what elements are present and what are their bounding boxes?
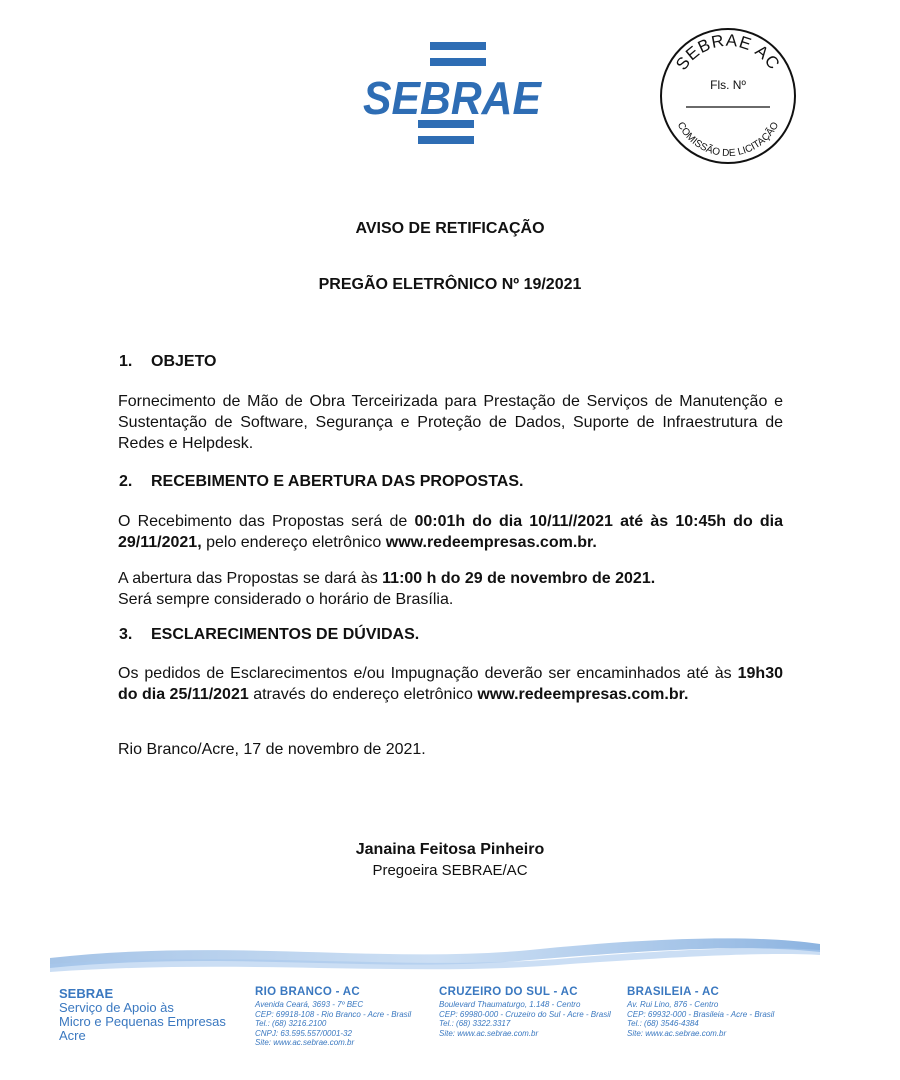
section-heading-text: RECEBIMENTO E ABERTURA DAS PROPOSTAS. xyxy=(151,473,524,490)
section-number: 3. xyxy=(119,626,133,643)
footer-org-title: SEBRAE xyxy=(59,986,114,1001)
section-heading xyxy=(119,626,419,644)
stamp-center-text: Fls. Nº xyxy=(710,78,746,92)
commission-stamp xyxy=(658,26,798,166)
office-address: Boulevard Thaumaturgo, 1.148 - Centro xyxy=(439,1000,581,1009)
footer-org-line: Acre xyxy=(59,1028,86,1043)
office-cep: CEP: 69932-000 - Brasileia - Acre - Brasil xyxy=(627,1009,775,1019)
footer-org-line: Serviço de Apoio às xyxy=(59,1000,174,1015)
website-link-text: www.redeempresas.com.br. xyxy=(477,686,689,703)
body-text: pelo endereço eletrônico xyxy=(201,534,386,551)
office-phone: Tel.: (68) 3546-4384 xyxy=(627,1019,699,1029)
office-title: CRUZEIRO DO SUL - AC xyxy=(439,986,578,998)
office-site: Site: www.ac.sebrae.com.br xyxy=(439,1028,539,1038)
body-bold-text: 11:00 h do 29 de novembro de 2021. xyxy=(382,570,656,587)
signatory-name: Janaina Feitosa Pinheiro xyxy=(355,841,545,858)
office-address: Avenida Ceará, 3693 - 7º BEC xyxy=(255,1000,364,1009)
office-phone: Tel.: (68) 3322.3317 xyxy=(439,1019,511,1029)
footer-wave-decoration xyxy=(50,928,820,978)
footer-office-brasileia xyxy=(627,986,774,1038)
svg-text:COMISSÃO DE LICITAÇÃO xyxy=(675,120,782,159)
page-title: AVISO DE RETIFICAÇÃO xyxy=(355,220,545,237)
office-phone: Tel.: (68) 3216.2100 xyxy=(255,1019,327,1029)
section-heading xyxy=(119,353,217,371)
body-text: Será sempre considerado o horário de Brasília. xyxy=(118,591,454,608)
section-number: 2. xyxy=(119,473,133,490)
body-text: A abertura das Propostas se dará às xyxy=(118,570,383,587)
footer-organization xyxy=(59,986,226,1043)
section-body: Fornecimento de Mão de Obra Terceirizada para Prestação de Serviços de Manutenção e Sustentação de Software, Segurança e Proteção de Dados, Suporte de Infraestrutura de Redes e Helpdesk. xyxy=(118,393,783,452)
page-subtitle: PREGÃO ELETRÔNICO Nº 19/2021 xyxy=(318,276,582,293)
section-heading-text: OBJETO xyxy=(151,353,217,370)
office-cep: CEP: 69980-000 - Cruzeiro do Sul - Acre - Brasil xyxy=(439,1009,611,1019)
logo-text: SEBRAE xyxy=(363,72,543,124)
office-site: Site: www.ac.sebrae.com.br xyxy=(627,1028,727,1038)
section-body xyxy=(118,511,783,553)
footer-office-cruzeiro-do-sul xyxy=(439,986,611,1038)
section-number: 1. xyxy=(119,353,133,370)
body-text: O Recebimento das Propostas será de xyxy=(118,513,415,530)
office-title: BRASILEIA - AC xyxy=(627,986,720,998)
body-bold-text: 00:01h do dia 10/11//2021 até às 10:45h do dia 29/11/2021, xyxy=(118,513,783,551)
website-link-text: www.redeempresas.com.br. xyxy=(385,534,597,551)
body-text: Os pedidos de Esclarecimentos e/ou Impugnação deverão ser encaminhados até às xyxy=(118,665,738,682)
office-title: RIO BRANCO - AC xyxy=(255,986,361,998)
body-bold-text: 19h30 do dia 25/11/2021 xyxy=(118,665,783,703)
signatory-role: Pregoeira SEBRAE/AC xyxy=(372,862,528,879)
section-heading xyxy=(119,473,523,491)
office-cep: CEP: 69918-108 - Rio Branco - Acre - Brasil xyxy=(255,1009,412,1019)
stamp-bottom-text: COMISSÃO DE LICITAÇÃO xyxy=(674,120,782,160)
footer-org-line: Micro e Pequenas Empresas xyxy=(59,1014,226,1029)
date-line: Rio Branco/Acre, 17 de novembro de 2021. xyxy=(118,741,426,758)
sebrae-logo xyxy=(360,38,544,154)
footer-office-rio-branco xyxy=(255,986,411,1048)
office-address: Av. Rui Lino, 876 - Centro xyxy=(627,1000,719,1009)
stamp-top-text: SEBRAE AC xyxy=(672,30,784,74)
office-site: Site: www.ac.sebrae.com.br xyxy=(255,1038,355,1048)
section-heading-text: ESCLARECIMENTOS DE DÚVIDAS. xyxy=(151,626,420,643)
section-body xyxy=(118,568,783,610)
office-cnpj: CNPJ: 63.595.557/0001-32 xyxy=(255,1028,352,1038)
section-body xyxy=(118,663,783,705)
svg-text:SEBRAE AC xyxy=(672,31,784,74)
body-text: através do endereço eletrônico xyxy=(248,686,478,703)
